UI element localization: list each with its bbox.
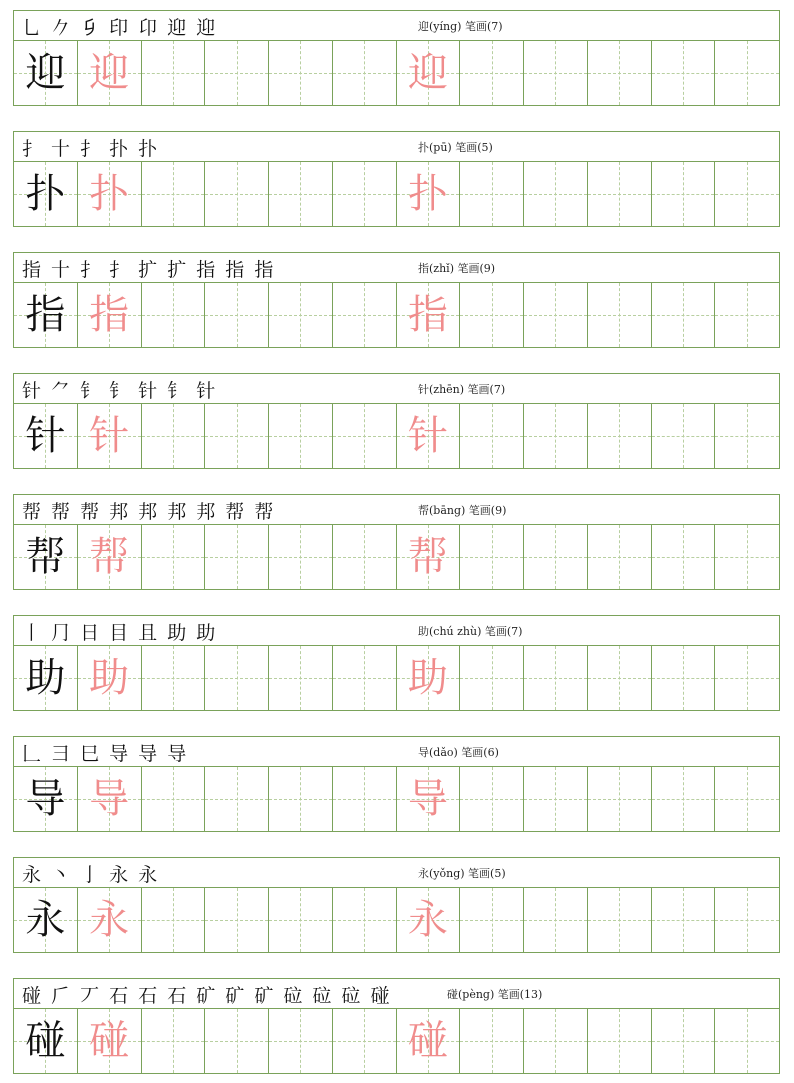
trace-character: 针 xyxy=(89,413,130,459)
trace-character: 帮 xyxy=(407,534,448,580)
trace-character: 碰 xyxy=(407,1018,448,1064)
blank-practice-cell[interactable] xyxy=(460,162,524,226)
pinyin-stroke-count: 扑(pū) 笔画(5) xyxy=(418,141,493,154)
blank-practice-cell[interactable] xyxy=(269,162,333,226)
blank-practice-cell[interactable] xyxy=(269,404,333,468)
blank-practice-cell[interactable] xyxy=(142,404,206,468)
blank-practice-cell[interactable] xyxy=(588,162,652,226)
blank-practice-cell[interactable] xyxy=(333,404,397,468)
model-cell[interactable] xyxy=(14,888,78,952)
trace-cell[interactable] xyxy=(78,162,142,226)
practice-grid xyxy=(13,161,780,227)
blank-practice-cell[interactable] xyxy=(269,767,333,831)
trace-cell[interactable] xyxy=(397,41,461,105)
practice-grid xyxy=(13,282,780,348)
model-cell[interactable] xyxy=(14,1009,78,1073)
model-character: 迎 xyxy=(25,50,66,96)
stroke-order-sequence: 永 丶 亅 永 永 xyxy=(22,863,160,886)
blank-practice-cell[interactable] xyxy=(715,767,779,831)
practice-grid xyxy=(13,403,780,469)
row-header xyxy=(13,373,780,403)
blank-practice-cell[interactable] xyxy=(715,41,779,105)
blank-practice-cell[interactable] xyxy=(715,404,779,468)
blank-practice-cell[interactable] xyxy=(269,525,333,589)
trace-cell[interactable] xyxy=(397,525,461,589)
trace-cell[interactable] xyxy=(78,767,142,831)
blank-practice-cell[interactable] xyxy=(333,162,397,226)
row-header xyxy=(13,131,780,161)
trace-character: 永 xyxy=(407,897,448,943)
blank-practice-cell[interactable] xyxy=(715,283,779,347)
blank-practice-cell[interactable] xyxy=(205,404,269,468)
blank-practice-cell[interactable] xyxy=(205,767,269,831)
blank-practice-cell[interactable] xyxy=(269,888,333,952)
blank-practice-cell[interactable] xyxy=(715,162,779,226)
blank-practice-cell[interactable] xyxy=(652,162,716,226)
row-header xyxy=(13,978,780,1008)
blank-practice-cell[interactable] xyxy=(652,525,716,589)
row-header xyxy=(13,736,780,766)
model-cell[interactable] xyxy=(14,525,78,589)
blank-practice-cell[interactable] xyxy=(715,525,779,589)
character-row xyxy=(13,978,780,1074)
blank-practice-cell[interactable] xyxy=(524,283,588,347)
trace-character: 迎 xyxy=(89,50,130,96)
character-row xyxy=(13,615,780,711)
blank-practice-cell[interactable] xyxy=(205,1009,269,1073)
trace-character: 扑 xyxy=(407,171,448,217)
blank-practice-cell[interactable] xyxy=(588,646,652,710)
pinyin-stroke-count: 指(zhǐ) 笔画(9) xyxy=(418,262,496,275)
practice-grid xyxy=(13,645,780,711)
pinyin-stroke-count: 迎(yíng) 笔画(7) xyxy=(418,20,503,33)
blank-practice-cell[interactable] xyxy=(142,162,206,226)
model-character: 碰 xyxy=(25,1018,66,1064)
model-cell[interactable] xyxy=(14,41,78,105)
blank-practice-cell[interactable] xyxy=(333,525,397,589)
blank-practice-cell[interactable] xyxy=(333,1009,397,1073)
trace-cell[interactable] xyxy=(78,1009,142,1073)
blank-practice-cell[interactable] xyxy=(333,41,397,105)
trace-cell[interactable] xyxy=(397,1009,461,1073)
blank-practice-cell[interactable] xyxy=(142,525,206,589)
blank-practice-cell[interactable] xyxy=(142,888,206,952)
trace-character: 指 xyxy=(407,292,448,338)
blank-practice-cell[interactable] xyxy=(460,767,524,831)
blank-practice-cell[interactable] xyxy=(524,525,588,589)
blank-practice-cell[interactable] xyxy=(715,646,779,710)
stroke-order-sequence: 碰 𠂆 丆 石 石 石 矿 矿 矿 砬 砬 砬 碰 xyxy=(22,984,392,1007)
trace-character: 导 xyxy=(89,776,130,822)
pinyin-stroke-count: 永(yǒng) 笔画(5) xyxy=(418,867,506,880)
blank-practice-cell[interactable] xyxy=(652,888,716,952)
model-cell[interactable] xyxy=(14,767,78,831)
character-row xyxy=(13,252,780,348)
row-header xyxy=(13,10,780,40)
character-row xyxy=(13,10,780,106)
blank-practice-cell[interactable] xyxy=(205,283,269,347)
blank-practice-cell[interactable] xyxy=(652,41,716,105)
stroke-order-sequence: 指 十 扌 扌 扩 扩 指 指 指 xyxy=(22,258,276,281)
trace-cell[interactable] xyxy=(78,404,142,468)
blank-practice-cell[interactable] xyxy=(460,1009,524,1073)
blank-practice-cell[interactable] xyxy=(142,767,206,831)
trace-cell[interactable] xyxy=(397,162,461,226)
blank-practice-cell[interactable] xyxy=(524,888,588,952)
trace-cell[interactable] xyxy=(397,283,461,347)
model-cell[interactable] xyxy=(14,283,78,347)
blank-practice-cell[interactable] xyxy=(524,1009,588,1073)
blank-practice-cell[interactable] xyxy=(460,525,524,589)
practice-grid xyxy=(13,40,780,106)
trace-character: 助 xyxy=(407,655,448,701)
model-cell[interactable] xyxy=(14,404,78,468)
character-row xyxy=(13,373,780,469)
model-character: 针 xyxy=(25,413,66,459)
trace-cell[interactable] xyxy=(397,767,461,831)
trace-character: 导 xyxy=(407,776,448,822)
blank-practice-cell[interactable] xyxy=(205,888,269,952)
trace-character: 碰 xyxy=(89,1018,130,1064)
practice-grid xyxy=(13,1008,780,1074)
blank-practice-cell[interactable] xyxy=(524,767,588,831)
pinyin-stroke-count: 导(dǎo) 笔画(6) xyxy=(418,746,499,759)
blank-practice-cell[interactable] xyxy=(460,888,524,952)
blank-practice-cell[interactable] xyxy=(652,283,716,347)
model-cell[interactable] xyxy=(14,162,78,226)
character-row xyxy=(13,494,780,590)
blank-practice-cell[interactable] xyxy=(460,404,524,468)
blank-practice-cell[interactable] xyxy=(524,41,588,105)
character-row xyxy=(13,131,780,227)
blank-practice-cell[interactable] xyxy=(460,283,524,347)
blank-practice-cell[interactable] xyxy=(333,767,397,831)
blank-practice-cell[interactable] xyxy=(588,1009,652,1073)
pinyin-stroke-count: 帮(bāng) 笔画(9) xyxy=(418,504,507,517)
blank-practice-cell[interactable] xyxy=(142,283,206,347)
trace-cell[interactable] xyxy=(397,888,461,952)
blank-practice-cell[interactable] xyxy=(715,1009,779,1073)
stroke-order-sequence: 针 ⺈ 钅 钅 针 钅 针 xyxy=(22,379,218,402)
trace-character: 迎 xyxy=(407,50,448,96)
trace-cell[interactable] xyxy=(78,41,142,105)
stroke-order-sequence: 乚 𠂊 𠂎 印 卬 迎 迎 xyxy=(22,16,218,39)
blank-practice-cell[interactable] xyxy=(205,162,269,226)
blank-practice-cell[interactable] xyxy=(269,41,333,105)
trace-cell[interactable] xyxy=(78,888,142,952)
blank-practice-cell[interactable] xyxy=(588,283,652,347)
blank-practice-cell[interactable] xyxy=(588,404,652,468)
character-row xyxy=(13,736,780,832)
trace-cell[interactable] xyxy=(78,283,142,347)
blank-practice-cell[interactable] xyxy=(205,646,269,710)
blank-practice-cell[interactable] xyxy=(652,1009,716,1073)
model-character: 帮 xyxy=(25,534,66,580)
blank-practice-cell[interactable] xyxy=(588,888,652,952)
trace-cell[interactable] xyxy=(397,646,461,710)
blank-practice-cell[interactable] xyxy=(652,646,716,710)
blank-practice-cell[interactable] xyxy=(588,525,652,589)
blank-practice-cell[interactable] xyxy=(205,525,269,589)
pinyin-stroke-count: 助(chú zhù) 笔画(7) xyxy=(418,625,523,638)
blank-practice-cell[interactable] xyxy=(333,646,397,710)
blank-practice-cell[interactable] xyxy=(652,404,716,468)
blank-practice-cell[interactable] xyxy=(524,646,588,710)
practice-grid xyxy=(13,524,780,590)
blank-practice-cell[interactable] xyxy=(524,404,588,468)
blank-practice-cell[interactable] xyxy=(205,41,269,105)
blank-practice-cell[interactable] xyxy=(269,1009,333,1073)
blank-practice-cell[interactable] xyxy=(524,162,588,226)
blank-practice-cell[interactable] xyxy=(333,888,397,952)
model-character: 导 xyxy=(25,776,66,822)
trace-character: 助 xyxy=(89,655,130,701)
trace-character: 指 xyxy=(89,292,130,338)
row-header xyxy=(13,857,780,887)
blank-practice-cell[interactable] xyxy=(460,646,524,710)
blank-practice-cell[interactable] xyxy=(715,888,779,952)
stroke-order-sequence: 𠃊 ⺕ 巳 导 导 导 xyxy=(22,742,189,765)
blank-practice-cell[interactable] xyxy=(269,646,333,710)
model-character: 助 xyxy=(25,655,66,701)
trace-character: 帮 xyxy=(89,534,130,580)
blank-practice-cell[interactable] xyxy=(460,41,524,105)
trace-character: 扑 xyxy=(89,171,130,217)
pinyin-stroke-count: 针(zhēn) 笔画(7) xyxy=(418,383,506,396)
row-header xyxy=(13,252,780,282)
practice-grid xyxy=(13,766,780,832)
trace-cell[interactable] xyxy=(78,646,142,710)
trace-cell[interactable] xyxy=(78,525,142,589)
character-row xyxy=(13,857,780,953)
blank-practice-cell[interactable] xyxy=(269,283,333,347)
trace-cell[interactable] xyxy=(397,404,461,468)
blank-practice-cell[interactable] xyxy=(142,646,206,710)
blank-practice-cell[interactable] xyxy=(142,41,206,105)
practice-grid xyxy=(13,887,780,953)
model-character: 永 xyxy=(25,897,66,943)
model-cell[interactable] xyxy=(14,646,78,710)
trace-character: 永 xyxy=(89,897,130,943)
blank-practice-cell[interactable] xyxy=(333,283,397,347)
trace-character: 针 xyxy=(407,413,448,459)
stroke-order-sequence: 丨 ⺆ 日 目 且 助 助 xyxy=(22,621,218,644)
row-header xyxy=(13,615,780,645)
stroke-order-sequence: 帮 帮 帮 邦 邦 邦 邦 帮 帮 xyxy=(22,500,276,523)
blank-practice-cell[interactable] xyxy=(142,1009,206,1073)
pinyin-stroke-count: 碰(pèng) 笔画(13) xyxy=(447,988,543,1001)
model-character: 指 xyxy=(25,292,66,338)
row-header xyxy=(13,494,780,524)
blank-practice-cell[interactable] xyxy=(652,767,716,831)
model-character: 扑 xyxy=(25,171,66,217)
stroke-order-sequence: 扌 十 扌 扑 扑 xyxy=(22,137,160,160)
blank-practice-cell[interactable] xyxy=(588,41,652,105)
blank-practice-cell[interactable] xyxy=(588,767,652,831)
